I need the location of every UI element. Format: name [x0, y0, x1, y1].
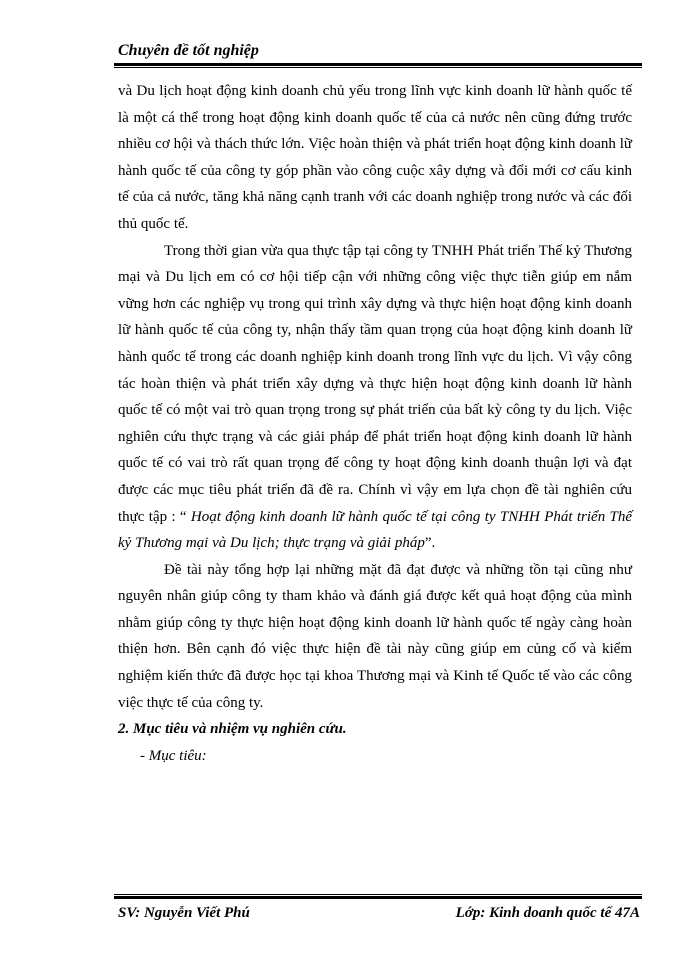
paragraph-internship-topic [118, 238, 632, 557]
paragraph-internship-text: Trong thời gian vừa qua thực tập tại công ty TNHH Phát triển Thế kỷ Thương mại và Du lịch em có cơ hội tiếp cận với những công việc thực tiễn giúp em nắm vững hơn các nghiệp vụ trong qui trình xây dựng và thực hiện hoạt động kinh doanh lữ hành quốc tế của công ty, nhận thấy tầm quan trọng của hoạt động kinh doanh lữ hành quốc tế trong các doanh nghiệp kinh doanh trong lĩnh vực du lịch. Vì vậy công tác hoàn thiện và phát triển xây dựng và thực hiện hoạt động kinh doanh lữ hành quốc tế có một vai trò quan trọng trong sự phát triển của bất kỳ công ty du lịch. Việc nghiên cứu thực trạng và các giải pháp để phát triển hoạt động kinh doanh lữ hành quốc tế có vai trò rất quan trọng để công ty hoạt động kinh doanh thuận lợi và đạt được các mục tiêu phát triển đã đề ra. Chính vì vậy em lựa chọn đề tài nghiên cứu thực tập : [118, 242, 632, 525]
sub-heading-objective: - Mục tiêu: [140, 747, 207, 764]
quote-open-mark: “ [179, 508, 187, 525]
paragraph-topic-purpose: Đề tài này tổng hợp lại những mặt đã đạt được và những tồn tại cũng như nguyên nhân giúp công ty tham khảo và đánh giá được kết quả hoạt động của mình nhằm giúp công ty thực hiện hoạt động kinh doanh lữ hành quốc tế ngày càng hoàn thiện hơn. Bên cạnh đó việc thực hiện đề tài này cũng giúp em củng cố và kiểm nghiệm kiến thức đã được học tại khoa Thương mại và Kinh tế Quốc tế vào các công việc thực tế của công ty. [118, 561, 632, 711]
section-heading-objectives: 2. Mục tiêu và nhiệm vụ nghiên cứu. [118, 721, 347, 738]
footer-student-name: SV: Nguyễn Viết Phú [118, 905, 250, 921]
paragraph-intro-continuation: và Du lịch hoạt động kinh doanh chủ yếu trong lĩnh vực kinh doanh lữ hành quốc tế là một cá thể trong hoạt động kinh doanh quốc tế của cả nước nên cũng đứng trước nhiều cơ hội và thách thức lớn. Việc hoàn thiện và phát triển hoạt động kinh doanh lữ hành quốc tế của công ty góp phần vào công cuộc xây dựng và đổi mới cơ cấu kinh tế của cả nước, tăng khả năng cạnh tranh với các doanh nghiệp trong nước và các đối thủ quốc tế. [118, 83, 632, 232]
footer-divider [114, 894, 642, 899]
page-header-title: Chuyên đề tốt nghiệp [118, 42, 259, 59]
footer-class-name: Lớp: Kinh doanh quốc tế 47A [455, 905, 640, 921]
quote-close-mark: ”. [424, 535, 436, 552]
topic-title-quote: Hoạt động kinh doanh lữ hành quốc tế tại công ty TNHH Phát triển Thế kỷ Thương mại và Du lịch; thực trạng và giải pháp [118, 508, 633, 552]
header-divider [114, 63, 642, 68]
document-body [118, 78, 632, 769]
